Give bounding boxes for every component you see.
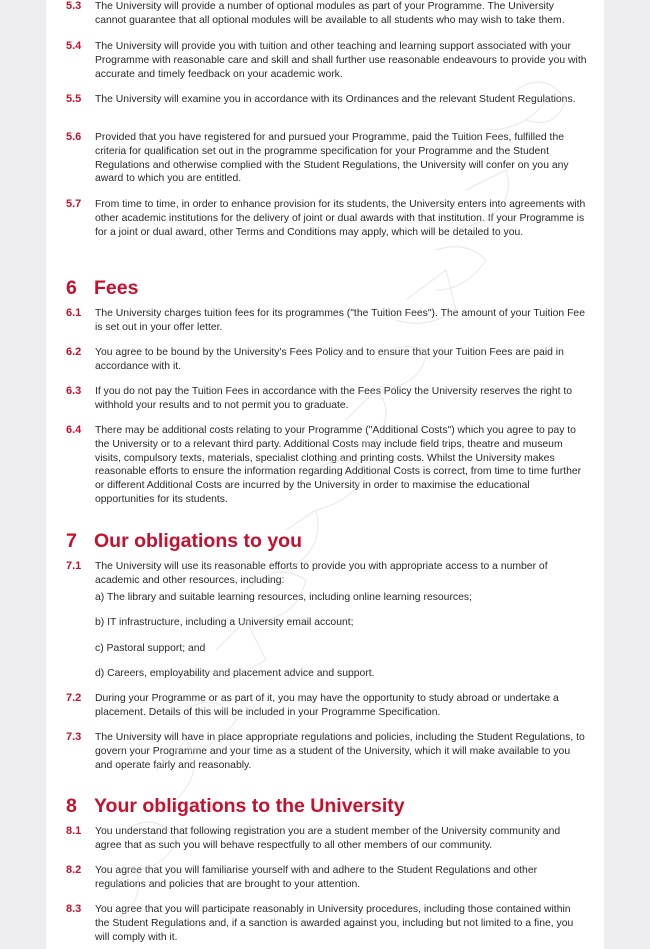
section-title: Fees bbox=[94, 277, 139, 299]
list-item: b) IT infrastructure, including a University email account; bbox=[95, 617, 354, 628]
clause-number: 5.6 bbox=[66, 131, 82, 143]
clause-number: 8.1 bbox=[66, 825, 82, 837]
clause-number: 6.3 bbox=[66, 385, 82, 397]
section-title: Our obligations to you bbox=[94, 530, 302, 552]
clause-text: The University charges tuition fees for its programmes ("the Tuition Fees"). The amount of your Tuition Fee is set out in your offer letter. bbox=[95, 308, 585, 333]
clause-number: 5.4 bbox=[66, 40, 82, 52]
clause-text: From time to time, in order to enhance provision for its students, the University enters into agreements with other academic institutions for the delivery of joint or dual awards with that institution. If your Programme is for a joint or dual award, other Terms and Conditions may apply, which will be detailed to you. bbox=[95, 199, 586, 238]
clause-text: You agree that you will familiarise yourself with and adhere to the Student Regulations and other regulations and policies that are brought to your attention. bbox=[95, 865, 538, 890]
section-heading-fees bbox=[66, 276, 138, 300]
section-number: 8 bbox=[66, 795, 77, 817]
clause-number: 5.7 bbox=[66, 198, 82, 210]
clause-text: There may be additional costs relating to your Programme ("Additional Costs") which you agree to pay to the University or to a relevant third party. Additional Costs may include field trips, theatre and museum visits, compulsory texts, materials, specialist clothing and printing costs. Whilst the University makes reasonable efforts to ensure the information regarding Additional Costs is correct, from time to time further or different Additional Costs are incurred by the University in order to maximise the educational opportunities for its students. bbox=[95, 425, 582, 505]
list-item: d) Careers, employability and placement advice and support. bbox=[95, 668, 375, 679]
clause-number: 5.3 bbox=[66, 0, 82, 12]
clause-text: You agree to be bound by the University's Fees Policy and to ensure that your Tuition Fees are paid in accordance with it. bbox=[95, 347, 564, 372]
clause-number: 6.1 bbox=[66, 307, 82, 319]
clause-text: The University will use its reasonable efforts to provide you with appropriate access to a number of academic and other resources, including: bbox=[95, 561, 548, 586]
section-number: 6 bbox=[66, 277, 77, 299]
clause-text: The University will have in place appropriate regulations and policies, including the Student Regulations, to govern your Programme and your time as a student of the University, which it will make available to you and operate fairly and reasonably. bbox=[95, 732, 585, 771]
clause-text: You understand that following registration you are a student member of the University community and agree that as such you will behave respectfully to all other members of our community. bbox=[95, 826, 561, 851]
clause-number: 7.2 bbox=[66, 692, 82, 704]
list-item: c) Pastoral support; and bbox=[95, 643, 206, 654]
clause-text: The University will examine you in accordance with its Ordinances and the relevant Student Regulations. bbox=[95, 94, 576, 105]
section-heading-our-obligations bbox=[66, 529, 302, 553]
document-page bbox=[46, 0, 604, 949]
clause-number: 8.3 bbox=[66, 903, 82, 915]
clause-number: 5.5 bbox=[66, 93, 82, 105]
clause-text: During your Programme or as part of it, you may have the opportunity to study abroad or undertake a placement. Details of this will be included in your Programme Specification. bbox=[95, 693, 559, 718]
clause-number: 7.3 bbox=[66, 731, 82, 743]
clause-text: The University will provide you with tuition and other teaching and learning support associated with your Programme with reasonable care and skill and shall further use reasonable endeavours to provide you with accurate and timely feedback on your academic work. bbox=[95, 41, 587, 80]
list-item: a) The library and suitable learning resources, including online learning resources; bbox=[95, 592, 472, 603]
clause-number: 6.2 bbox=[66, 346, 82, 358]
clause-number: 8.2 bbox=[66, 864, 82, 876]
clause-text: Provided that you have registered for and pursued your Programme, paid the Tuition Fees, fulfilled the criteria for qualification set out in the programme specification for your Programme and the Student Regulations and otherwise complied with the Student Regulations, the University will confer on you any award to which you are entitled. bbox=[95, 132, 569, 185]
clause-text: If you do not pay the Tuition Fees in accordance with the Fees Policy the University reserves the right to withhold your results and to not permit you to graduate. bbox=[95, 386, 573, 411]
clause-number: 7.1 bbox=[66, 560, 82, 572]
clause-text: The University will provide a number of optional modules as part of your Programme. The University cannot guarantee that all optional modules will be available to all students who may wish to take them. bbox=[95, 1, 565, 26]
section-number: 7 bbox=[66, 530, 77, 552]
clause-text: You agree that you will participate reasonably in University procedures, including those contained within the Student Regulations and, if a sanction is awarded against you, including but not limited to a fine, you will comply with it. bbox=[95, 904, 574, 943]
clause-number: 6.4 bbox=[66, 424, 82, 436]
section-title: Your obligations to the University bbox=[94, 795, 405, 817]
section-heading-your-obligations bbox=[66, 794, 405, 818]
